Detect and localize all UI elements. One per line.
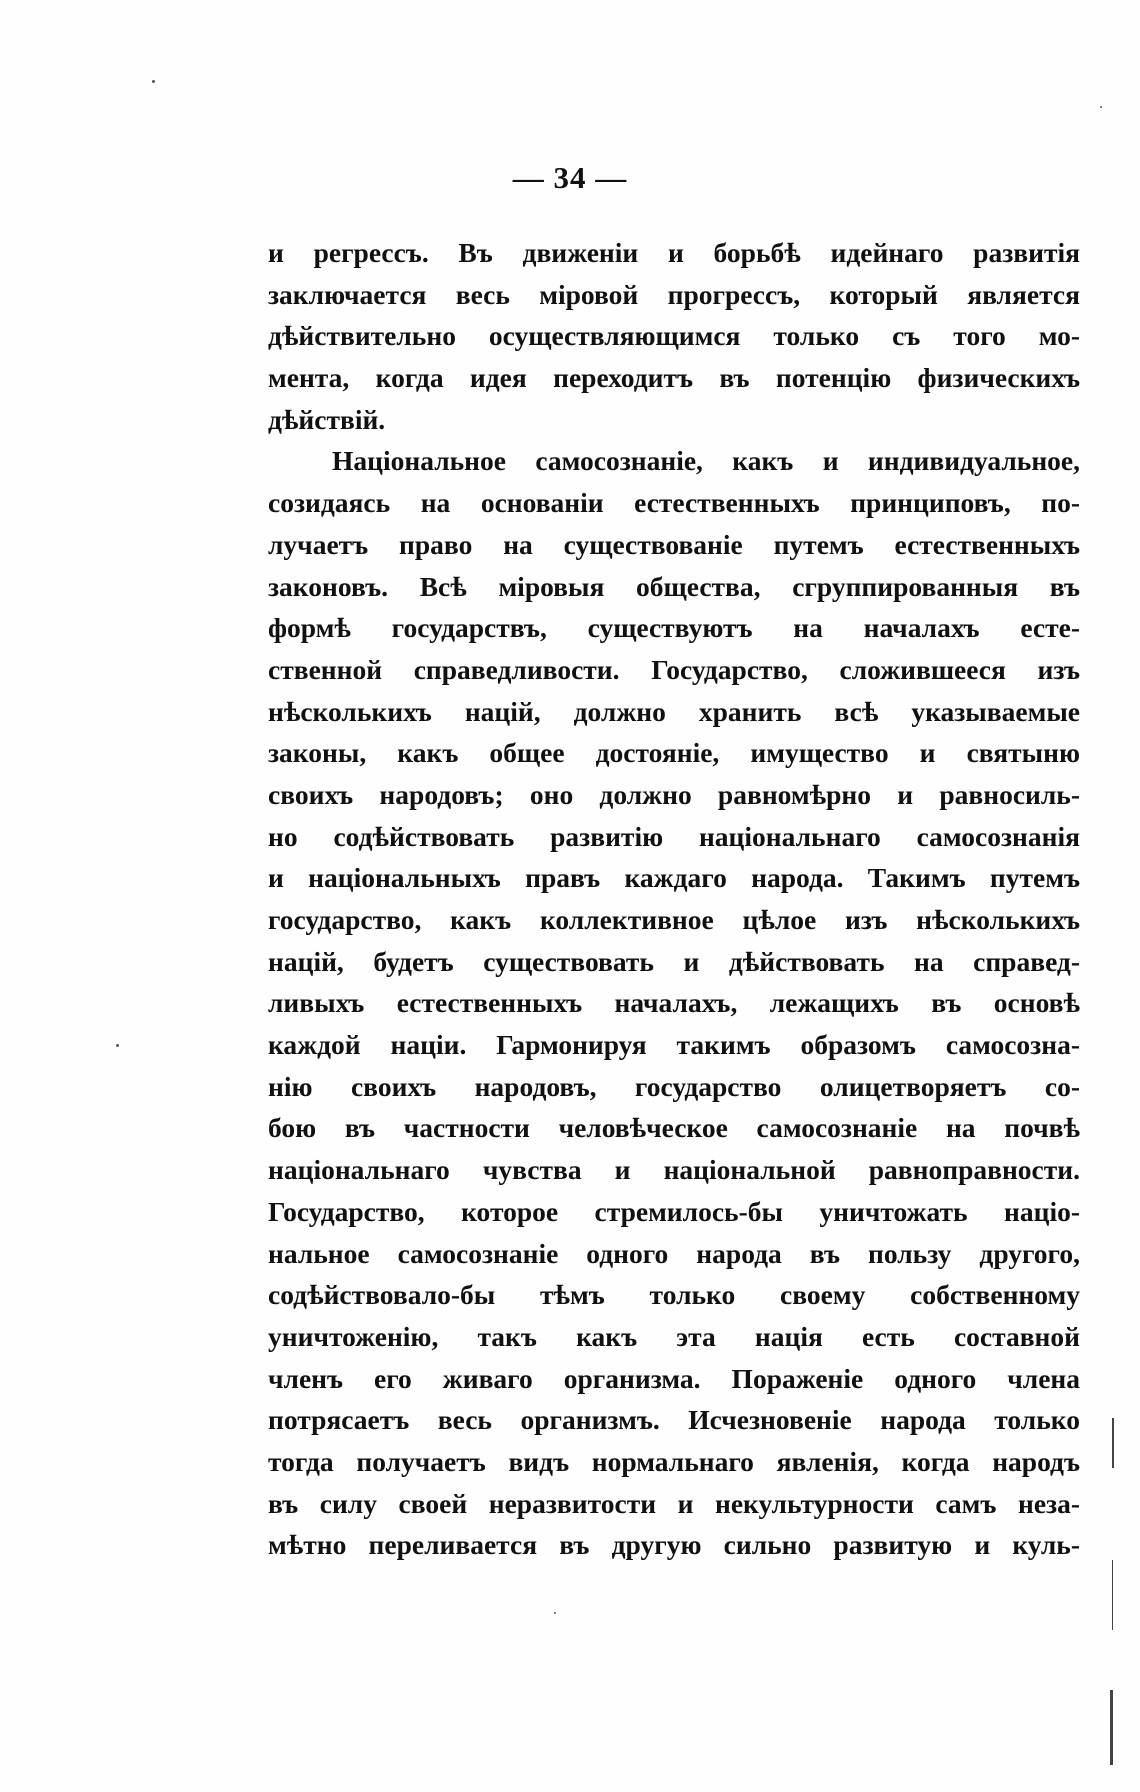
- scan-speck: [152, 80, 155, 83]
- text-line: созидаясь на основаніи естественныхъ принциповъ, по-: [268, 487, 1080, 519]
- page-edge-mark: [1110, 1690, 1113, 1765]
- text-line: потрясаетъ весь организмъ. Исчезновеніе народа только: [268, 1404, 1080, 1436]
- text-line: нальное самосознаніе одного народа въ пользу другого,: [268, 1237, 1080, 1269]
- text-line: содѣйствовало-бы тѣмъ только своему собственному: [268, 1279, 1080, 1311]
- scan-speck: [554, 1612, 556, 1614]
- text-line: Государство, которое стремилось-бы уничтожать націо-: [268, 1195, 1080, 1227]
- text-line: уничтоженію, такъ какъ эта нація есть составной: [268, 1320, 1080, 1352]
- text-line: своихъ народовъ; оно должно равномѣрно и равносиль-: [268, 778, 1080, 810]
- text-line: государство, какъ коллективное цѣлое изъ нѣсколькихъ: [268, 904, 1080, 935]
- text-line: лучаетъ право на существованіе путемъ естественныхъ: [268, 528, 1080, 560]
- text-line: тогда получаетъ видъ нормальнаго явленія, когда народъ: [268, 1445, 1080, 1477]
- text-line: націй, будетъ существовать и дѣйствовать на справед-: [268, 945, 1080, 977]
- scan-speck: [1100, 106, 1102, 108]
- text-line: мента, когда идея переходитъ въ потенцію физическихъ: [268, 362, 1080, 394]
- scan-speck: [116, 1044, 119, 1047]
- text-line: законовъ. Всѣ міровыя общества, сгруппированныя въ: [268, 570, 1080, 602]
- text-line: въ силу своей неразвитости и некультурности самъ неза-: [268, 1487, 1080, 1519]
- text-line: дѣйствій.: [268, 403, 386, 435]
- text-line: заключается весь міровой прогрессъ, который является: [268, 278, 1080, 310]
- text-line: нѣсколькихъ націй, должно хранить всѣ указываемые: [268, 695, 1080, 727]
- text-line: и регрессъ. Въ движеніи и борьбѣ идейнаго развитія: [268, 237, 1080, 268]
- text-line: членъ его живаго организма. Пораженіе одного члена: [268, 1362, 1080, 1394]
- text-line: формѣ государствъ, существуютъ на началахъ есте-: [268, 612, 1080, 644]
- text-line: бою въ частности человѣческое самосознаніе на почвѣ: [268, 1112, 1080, 1144]
- text-line: и національныхъ правъ каждаго народа. Такимъ путемъ: [268, 862, 1080, 894]
- text-line: мѣтно переливается въ другую сильно развитую и куль-: [268, 1529, 1080, 1561]
- text-line: но содѣйствовать развитію національнаго самосознанія: [268, 820, 1080, 852]
- text-line: ливыхъ естественныхъ началахъ, лежащихъ въ основѣ: [268, 987, 1080, 1019]
- text-line: ственной справедливости. Государство, сложившееся изъ: [268, 653, 1080, 685]
- paragraph-start-line: Національное самосознаніе, какъ и индивидуальное,: [332, 445, 1080, 477]
- page-edge-mark: [1112, 1560, 1113, 1630]
- text-line: дѣйствительно осуществляющимся только съ того мо-: [268, 320, 1080, 352]
- text-line: каждой націи. Гармонируя такимъ образомъ самосозна-: [268, 1029, 1080, 1061]
- text-line: нію своихъ народовъ, государство олицетворяетъ со-: [268, 1070, 1080, 1102]
- page-edge-mark: [1112, 1418, 1114, 1468]
- text-line: національнаго чувства и національной равноправности.: [268, 1154, 1080, 1186]
- body-text: [268, 232, 1080, 1566]
- page-number: — 34 —: [512, 160, 628, 195]
- text-line: законы, какъ общее достояніе, имущество и святыню: [268, 737, 1080, 769]
